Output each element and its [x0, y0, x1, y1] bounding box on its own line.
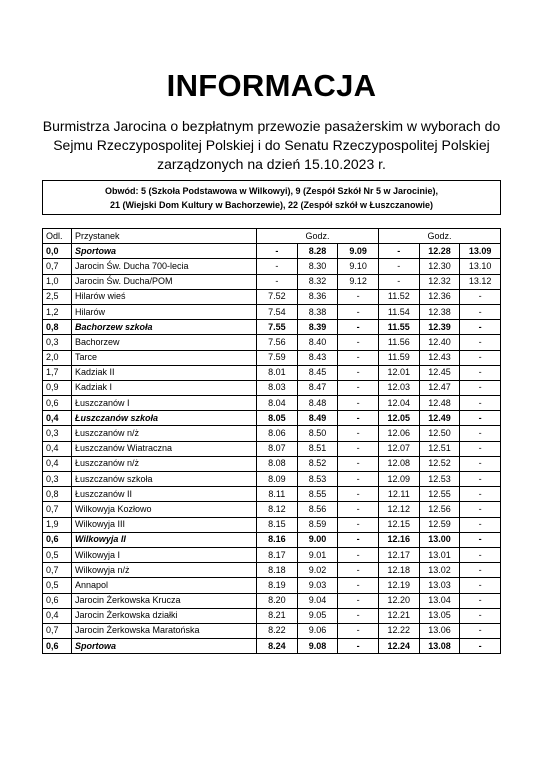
distance-cell: 0,8: [43, 487, 72, 502]
stop-name-cell: Łuszczanów n/ż: [72, 456, 257, 471]
time-cell: 8.01: [257, 365, 298, 380]
header-distance: Odl.: [43, 229, 72, 244]
time-cell: 9.02: [297, 563, 338, 578]
time-cell: -: [338, 487, 379, 502]
time-cell: 12.18: [378, 563, 419, 578]
time-cell: 7.52: [257, 289, 298, 304]
time-cell: -: [338, 320, 379, 335]
time-cell: 8.19: [257, 578, 298, 593]
stop-name-cell: Jarocin Żerkowska działki: [72, 608, 257, 623]
stop-name-cell: Hilarów wieś: [72, 289, 257, 304]
time-cell: 12.52: [419, 456, 460, 471]
schedule-table: [42, 228, 501, 654]
time-cell: 12.48: [419, 396, 460, 411]
time-cell: 8.17: [257, 547, 298, 562]
stop-name-cell: Hilarów: [72, 304, 257, 319]
time-cell: 12.11: [378, 487, 419, 502]
distance-cell: 0,7: [43, 563, 72, 578]
table-row: [43, 320, 501, 335]
stop-name-cell: Kadziak II: [72, 365, 257, 380]
time-cell: 13.06: [419, 623, 460, 638]
time-cell: -: [338, 472, 379, 487]
time-cell: 8.45: [297, 365, 338, 380]
time-cell: 12.04: [378, 396, 419, 411]
time-cell: -: [460, 532, 501, 547]
table-row: [43, 639, 501, 654]
time-cell: -: [460, 335, 501, 350]
time-cell: -: [257, 244, 298, 259]
circuit-line-2: 21 (Wiejski Dom Kultury w Bachorzewie), 22 (Zespół szkół w Łuszczanowie): [110, 200, 433, 210]
distance-cell: 0,3: [43, 335, 72, 350]
time-cell: 11.54: [378, 304, 419, 319]
time-cell: 12.01: [378, 365, 419, 380]
time-cell: -: [338, 608, 379, 623]
distance-cell: 0,4: [43, 411, 72, 426]
time-cell: 13.03: [419, 578, 460, 593]
time-cell: -: [460, 304, 501, 319]
table-row: [43, 593, 501, 608]
time-cell: -: [460, 502, 501, 517]
time-cell: 11.59: [378, 350, 419, 365]
time-cell: 12.53: [419, 472, 460, 487]
time-cell: -: [460, 320, 501, 335]
time-cell: 8.48: [297, 396, 338, 411]
table-row: [43, 365, 501, 380]
table-row: [43, 244, 501, 259]
table-row: [43, 396, 501, 411]
distance-cell: 0,4: [43, 441, 72, 456]
time-cell: 7.55: [257, 320, 298, 335]
time-cell: 8.49: [297, 411, 338, 426]
time-cell: -: [338, 623, 379, 638]
time-cell: 13.04: [419, 593, 460, 608]
time-cell: 8.09: [257, 472, 298, 487]
stop-name-cell: Łuszczanów szkoła: [72, 411, 257, 426]
time-cell: -: [338, 304, 379, 319]
time-cell: 12.38: [419, 304, 460, 319]
distance-cell: 0,3: [43, 472, 72, 487]
distance-cell: 0,6: [43, 396, 72, 411]
circuit-info-box: [42, 180, 501, 215]
time-cell: 12.56: [419, 502, 460, 517]
intro-paragraph: Burmistrza Jarocina o bezpłatnym przewozie pasażerskim w wyborach do Sejmu Rzeczypospolitej Polskiej i do Senatu Rzeczypospolitej Polskiej zarządzonych na dzień 15.10.2023 r.: [42, 118, 501, 172]
stop-name-cell: Wilkowyja n/ż: [72, 563, 257, 578]
table-row: [43, 335, 501, 350]
time-cell: 8.24: [257, 639, 298, 654]
distance-cell: 0,5: [43, 578, 72, 593]
time-cell: 8.47: [297, 380, 338, 395]
distance-cell: 1,9: [43, 517, 72, 532]
header-stop: Przystanek: [72, 229, 257, 244]
time-cell: -: [338, 335, 379, 350]
time-cell: 13.05: [419, 608, 460, 623]
table-header-row: [43, 229, 501, 244]
time-cell: 13.08: [419, 639, 460, 654]
time-cell: -: [257, 259, 298, 274]
table-row: [43, 350, 501, 365]
time-cell: 13.12: [460, 274, 501, 289]
header-time-afternoon: Godz.: [378, 229, 500, 244]
distance-cell: 0,7: [43, 502, 72, 517]
stop-name-cell: Łuszczanów II: [72, 487, 257, 502]
time-cell: -: [460, 441, 501, 456]
time-cell: -: [460, 411, 501, 426]
time-cell: 8.43: [297, 350, 338, 365]
time-cell: -: [460, 563, 501, 578]
time-cell: -: [338, 350, 379, 365]
time-cell: 12.21: [378, 608, 419, 623]
time-cell: 12.47: [419, 380, 460, 395]
distance-cell: 0,4: [43, 456, 72, 471]
distance-cell: 0,9: [43, 380, 72, 395]
time-cell: 11.52: [378, 289, 419, 304]
time-cell: -: [460, 487, 501, 502]
time-cell: -: [460, 456, 501, 471]
time-cell: 12.55: [419, 487, 460, 502]
stop-name-cell: Jarocin Żerkowska Maratońska: [72, 623, 257, 638]
time-cell: 12.12: [378, 502, 419, 517]
time-cell: 12.15: [378, 517, 419, 532]
time-cell: 12.40: [419, 335, 460, 350]
time-cell: -: [460, 380, 501, 395]
distance-cell: 0,3: [43, 426, 72, 441]
distance-cell: 0,6: [43, 593, 72, 608]
stop-name-cell: Kadziak I: [72, 380, 257, 395]
time-cell: 9.09: [338, 244, 379, 259]
table-row: [43, 563, 501, 578]
stop-name-cell: Sportowa: [72, 244, 257, 259]
time-cell: -: [460, 623, 501, 638]
distance-cell: 1,2: [43, 304, 72, 319]
stop-name-cell: Tarce: [72, 350, 257, 365]
time-cell: 8.50: [297, 426, 338, 441]
time-cell: -: [460, 396, 501, 411]
distance-cell: 2,5: [43, 289, 72, 304]
distance-cell: 2,0: [43, 350, 72, 365]
time-cell: 12.24: [378, 639, 419, 654]
time-cell: -: [338, 456, 379, 471]
stop-name-cell: Wilkowyja Kozłowo: [72, 502, 257, 517]
document-title: INFORMACJA: [166, 68, 377, 103]
time-cell: 12.06: [378, 426, 419, 441]
time-cell: 7.54: [257, 304, 298, 319]
time-cell: -: [460, 426, 501, 441]
stop-name-cell: Łuszczanów szkoła: [72, 472, 257, 487]
time-cell: 12.49: [419, 411, 460, 426]
time-cell: -: [338, 547, 379, 562]
stop-name-cell: Łuszczanów n/ż: [72, 426, 257, 441]
time-cell: 8.20: [257, 593, 298, 608]
time-cell: -: [460, 547, 501, 562]
time-cell: 12.59: [419, 517, 460, 532]
time-cell: 8.07: [257, 441, 298, 456]
time-cell: 12.03: [378, 380, 419, 395]
time-cell: 8.39: [297, 320, 338, 335]
stop-name-cell: Jarocin Św. Ducha/POM: [72, 274, 257, 289]
time-cell: -: [460, 350, 501, 365]
time-cell: -: [338, 289, 379, 304]
time-cell: -: [338, 593, 379, 608]
distance-cell: 0,5: [43, 547, 72, 562]
time-cell: 8.22: [257, 623, 298, 638]
time-cell: -: [460, 517, 501, 532]
table-row: [43, 456, 501, 471]
time-cell: 12.08: [378, 456, 419, 471]
stop-name-cell: Sportowa: [72, 639, 257, 654]
time-cell: 8.16: [257, 532, 298, 547]
time-cell: 8.05: [257, 411, 298, 426]
time-cell: -: [338, 639, 379, 654]
stop-name-cell: Bachorzew: [72, 335, 257, 350]
time-cell: 8.08: [257, 456, 298, 471]
table-row: [43, 502, 501, 517]
time-cell: 8.55: [297, 487, 338, 502]
time-cell: 11.55: [378, 320, 419, 335]
time-cell: 8.18: [257, 563, 298, 578]
time-cell: 8.15: [257, 517, 298, 532]
time-cell: 13.10: [460, 259, 501, 274]
table-row: [43, 426, 501, 441]
distance-cell: 0,8: [43, 320, 72, 335]
time-cell: 8.36: [297, 289, 338, 304]
time-cell: 7.59: [257, 350, 298, 365]
time-cell: 12.28: [419, 244, 460, 259]
table-row: [43, 532, 501, 547]
time-cell: -: [338, 532, 379, 547]
time-cell: -: [460, 472, 501, 487]
time-cell: -: [338, 563, 379, 578]
time-cell: 8.12: [257, 502, 298, 517]
time-cell: 12.32: [419, 274, 460, 289]
table-row: [43, 472, 501, 487]
time-cell: -: [460, 593, 501, 608]
time-cell: 13.02: [419, 563, 460, 578]
time-cell: -: [460, 289, 501, 304]
time-cell: 8.59: [297, 517, 338, 532]
time-cell: 12.43: [419, 350, 460, 365]
time-cell: -: [338, 380, 379, 395]
time-cell: -: [378, 274, 419, 289]
time-cell: 12.50: [419, 426, 460, 441]
time-cell: -: [460, 578, 501, 593]
time-cell: 12.45: [419, 365, 460, 380]
time-cell: 12.17: [378, 547, 419, 562]
time-cell: 12.19: [378, 578, 419, 593]
table-row: [43, 304, 501, 319]
time-cell: 8.11: [257, 487, 298, 502]
table-row: [43, 274, 501, 289]
time-cell: -: [257, 274, 298, 289]
time-cell: 9.03: [297, 578, 338, 593]
table-row: [43, 289, 501, 304]
time-cell: 13.09: [460, 244, 501, 259]
time-cell: 8.32: [297, 274, 338, 289]
distance-cell: 1,0: [43, 274, 72, 289]
time-cell: 9.12: [338, 274, 379, 289]
time-cell: 12.36: [419, 289, 460, 304]
stop-name-cell: Jarocin Św. Ducha 700-lecia: [72, 259, 257, 274]
time-cell: 9.10: [338, 259, 379, 274]
time-cell: 8.40: [297, 335, 338, 350]
time-cell: 13.01: [419, 547, 460, 562]
time-cell: 8.52: [297, 456, 338, 471]
table-row: [43, 380, 501, 395]
time-cell: 12.39: [419, 320, 460, 335]
stop-name-cell: Łuszczanów I: [72, 396, 257, 411]
time-cell: 12.09: [378, 472, 419, 487]
time-cell: 12.05: [378, 411, 419, 426]
circuit-line-1: Obwód: 5 (Szkoła Podstawowa w Wilkowyi), 9 (Zespół Szkół Nr 5 w Jarocinie),: [105, 186, 438, 196]
distance-cell: 0,0: [43, 244, 72, 259]
distance-cell: 1,7: [43, 365, 72, 380]
header-time-morning: Godz.: [257, 229, 379, 244]
table-row: [43, 578, 501, 593]
table-row: [43, 623, 501, 638]
table-row: [43, 608, 501, 623]
time-cell: -: [460, 608, 501, 623]
time-cell: 9.08: [297, 639, 338, 654]
time-cell: 7.56: [257, 335, 298, 350]
time-cell: 12.16: [378, 532, 419, 547]
distance-cell: 0,6: [43, 639, 72, 654]
time-cell: 9.05: [297, 608, 338, 623]
time-cell: 9.00: [297, 532, 338, 547]
time-cell: 12.20: [378, 593, 419, 608]
stop-name-cell: Wilkowyja II: [72, 532, 257, 547]
time-cell: -: [338, 578, 379, 593]
table-row: [43, 259, 501, 274]
time-cell: -: [338, 517, 379, 532]
time-cell: 9.06: [297, 623, 338, 638]
distance-cell: 0,7: [43, 259, 72, 274]
stop-name-cell: Łuszczanów Wiatraczna: [72, 441, 257, 456]
time-cell: 8.30: [297, 259, 338, 274]
time-cell: 12.22: [378, 623, 419, 638]
time-cell: -: [338, 411, 379, 426]
time-cell: 8.28: [297, 244, 338, 259]
time-cell: 8.38: [297, 304, 338, 319]
table-row: [43, 411, 501, 426]
table-row: [43, 517, 501, 532]
time-cell: -: [378, 244, 419, 259]
time-cell: 13.00: [419, 532, 460, 547]
table-row: [43, 487, 501, 502]
time-cell: 8.04: [257, 396, 298, 411]
time-cell: -: [338, 365, 379, 380]
time-cell: -: [460, 365, 501, 380]
time-cell: 8.06: [257, 426, 298, 441]
time-cell: 9.01: [297, 547, 338, 562]
time-cell: 8.03: [257, 380, 298, 395]
time-cell: -: [338, 426, 379, 441]
time-cell: -: [338, 396, 379, 411]
table-row: [43, 547, 501, 562]
distance-cell: 0,7: [43, 623, 72, 638]
time-cell: 12.07: [378, 441, 419, 456]
time-cell: 8.53: [297, 472, 338, 487]
time-cell: 8.51: [297, 441, 338, 456]
stop-name-cell: Annapol: [72, 578, 257, 593]
stop-name-cell: Bachorzew szkoła: [72, 320, 257, 335]
time-cell: 12.51: [419, 441, 460, 456]
time-cell: -: [338, 502, 379, 517]
stop-name-cell: Wilkowyja I: [72, 547, 257, 562]
time-cell: 9.04: [297, 593, 338, 608]
time-cell: -: [460, 639, 501, 654]
stop-name-cell: Jarocin Żerkowska Krucza: [72, 593, 257, 608]
stop-name-cell: Wilkowyja III: [72, 517, 257, 532]
distance-cell: 0,4: [43, 608, 72, 623]
time-cell: 8.21: [257, 608, 298, 623]
table-row: [43, 441, 501, 456]
time-cell: -: [338, 441, 379, 456]
distance-cell: 0,6: [43, 532, 72, 547]
time-cell: 8.56: [297, 502, 338, 517]
time-cell: -: [378, 259, 419, 274]
time-cell: 11.56: [378, 335, 419, 350]
time-cell: 12.30: [419, 259, 460, 274]
